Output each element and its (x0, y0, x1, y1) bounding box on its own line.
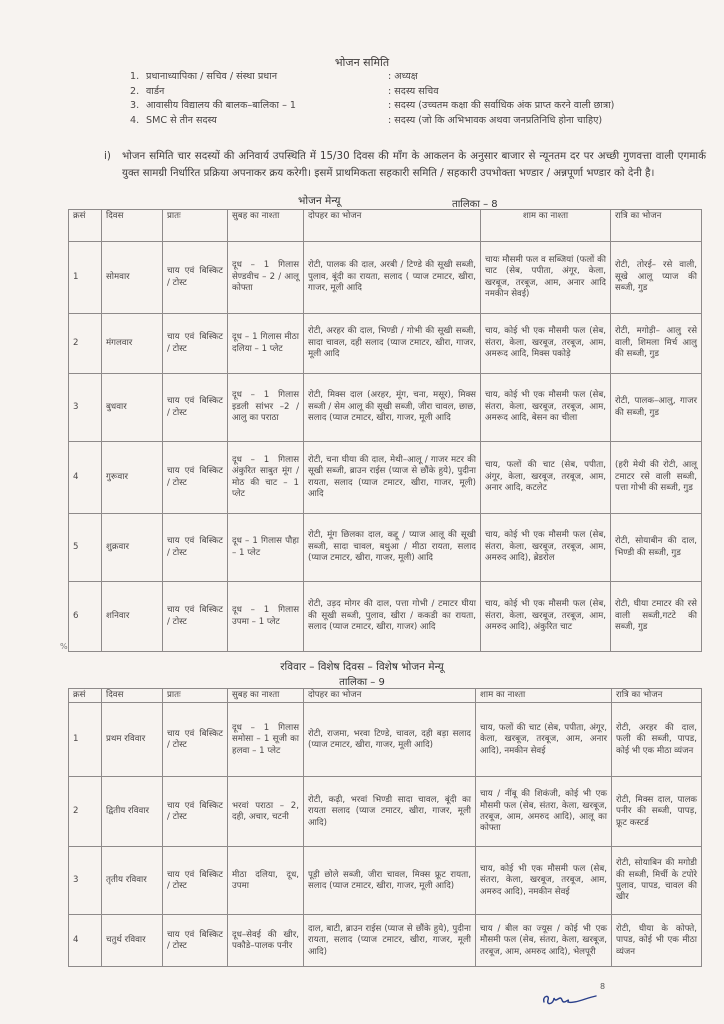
cell-lunch: रोटी, पालक की दाल, अरबी / टिण्डे की सूखी सब्जी, पुलाव, बूंदी का रायता, सलाद ( प्याज टमाटर, खीरा, गाजर, मूली आदि (304, 242, 481, 314)
member-role: : सदस्य (जो कि अभिभावक अथवा जनप्रतिनिधि होना चाहिए) (388, 114, 603, 126)
cell-dinner: रोटी, मिक्स दाल, पालक पनीर की सब्जी, पापड़, फ्रूट कस्टर्ड (612, 777, 702, 847)
cell-day: प्रथम रविवार (102, 703, 163, 777)
header-evening-snack: शाम का नाश्ता (476, 689, 612, 703)
cell-day: सोमवार (102, 242, 163, 314)
cell-day: गुरूवार (102, 442, 163, 514)
cell-dinner: रोटी, घीया के कोफ्ते, पापड, कोई भी एक मीठा व्यंजन (612, 915, 702, 967)
header-day: दिवस (102, 689, 163, 703)
cell-evening-snack: चाय, कोई भी एक मौसमी फल (सेब, संतरा, केला, खरबूज, तरबूज, आम, अमरुद आदि), नमकीन सेवई (476, 847, 612, 915)
cell-dinner: रोटी, पालक–आलु, गाजर की सब्जी, गुड (611, 374, 702, 442)
header-day: दिवस (102, 210, 163, 242)
header-breakfast: सुबह का नाश्ता (228, 210, 304, 242)
member-number: 2. (130, 85, 140, 97)
cell-lunch: दाल, बाटी, ब्राउन राईस (प्याज से छौंके हुये), पुदीना रायता, सलाद (प्याज टमाटर, खीरा, गाजर, मूली आदि) (304, 915, 476, 967)
cell-dinner: रोटी, सोयाबीन की दाल, भिण्डी की सब्जी, गुड (611, 514, 702, 582)
cell-early-morning: चाय एवं बिस्किट / टोस्ट (163, 703, 228, 777)
cell-early-morning: चाय एवं बिस्किट / टोस्ट (163, 915, 228, 967)
header-early-morning: प्रातः (163, 689, 228, 703)
table-row (69, 582, 702, 652)
procurement-paragraph (104, 148, 706, 182)
cell-sno: 2 (69, 314, 102, 374)
cell-dinner: रोटी, सोयाबिन की मगोडी की सब्जी, मिर्ची के टपोरे पुलाव, पापड, चावल की खीर (612, 847, 702, 915)
cell-sno: 4 (69, 442, 102, 514)
cell-evening-snack: चाय, फलों की चाट (सेब, पपीता, अंगूर, केला, खरबूज, तरबूज, आम, अनार आदि, कटलेट (481, 442, 611, 514)
table-row (69, 514, 702, 582)
cell-dinner: रोटी, अरहर की दाल, फली की सब्जी, पापड, कोई भी एक मीठा व्यंजन (612, 703, 702, 777)
header-sno: क्रसं (69, 689, 102, 703)
cell-lunch: रोटी, राजमा, भरवा टिण्डे, चावल, दही बड़ा सलाद (प्याज टमाटर, खीरा, गाजर, मूली आदि) (304, 703, 476, 777)
cell-early-morning: चाय एवं बिस्किट / टोस्ट (163, 777, 228, 847)
header-early-morning: प्रातः (163, 210, 228, 242)
cell-dinner: रोटी, मगोड़ी– आलु रसे वाली, शिमला मिर्च आलु की सब्जी, गुड (611, 314, 702, 374)
member-role: : सदस्य सचिव (388, 85, 439, 97)
cell-evening-snack: चाय, कोई भी एक मौसमी फल (सेब, संतरा, केला, खरबूज, तरबूज, आम, अमरूद आदि, मिक्स पकोड़े (481, 314, 611, 374)
paragraph-marker: i) (104, 150, 111, 162)
committee-member (130, 114, 710, 129)
committee-member (130, 99, 710, 114)
cell-dinner: रोटी, घीया टमाटर की रसे वाली सब्जी,गटटे की सब्जी, गुड (611, 582, 702, 652)
member-name: आवासीय विद्यालय की बालक–बालिका – 1 (146, 100, 297, 111)
cell-lunch: रोटी, अरहर की दाल, भिण्डी / गोभी की सूखी सब्जी, सादा चावल, दही सलाद (प्याज टमाटर, खीरा, गाजर, मूली आदि (304, 314, 481, 374)
cell-evening-snack: चाय, कोई भी एक मौसमी फल (सेब, संतरा, केला, खरबूज, तरबूज, आम, अमरूद आदि, बेसन का चीला (481, 374, 611, 442)
cell-lunch: रोटी, कढ़ी, भरवां भिण्डी सादा चावल, बूंदी का रायता सलाद (प्याज टमाटर, खीरा, गाजर, मूली आदि) (304, 777, 476, 847)
table8-label: तालिका – 8 (452, 199, 498, 210)
cell-day: द्वितीय रविवार (102, 777, 163, 847)
header-dinner: रात्रि का भोजन (611, 210, 702, 242)
committee-member-list (130, 70, 710, 128)
table8-title: भोजन मेन्यू (298, 195, 341, 207)
cell-day: चतुर्थ रविवार (102, 915, 163, 967)
member-role: : सदस्य (उच्चतम कक्षा की सर्वाधिक अंक प्राप्त करने वाली छात्रा) (388, 100, 615, 111)
table-row (69, 442, 702, 514)
margin-mark: % (60, 642, 68, 651)
cell-evening-snack: चाय / नींबू की शिकंजी, कोई भी एक मौसमी फल (सेब, संतरा, केला, खरबूज, तरबूज, आम, अमरुद आदि), आलू का कोफ्ता (476, 777, 612, 847)
cell-evening-snack: चाय / बील का ज्यूस / कोई भी एक मौसमी फल (सेब, संतरा, केला, खरबूज, तरबूज, आम, अमरुद आदि), भेलपूरी (476, 915, 612, 967)
table-row (69, 314, 702, 374)
cell-dinner: रोटी, तोरई– रसे वाली, सूखे आलू प्याज की सब्जी, गुड (611, 242, 702, 314)
cell-lunch: रोटी, मिक्स दाल (अरहर, मूंग, चना, मसूर), मिक्स सब्जी / सेम आलू की सूखी सब्जी, जीरा चावल, छाछ, सलाद (प्याज टमाटर, खीरा, गाजर, मूली आदि (304, 374, 481, 442)
header-evening-snack: शाम का नाश्ता (481, 210, 611, 242)
cell-day: शनिवार (102, 582, 163, 652)
sunday-menu-table (68, 688, 702, 967)
cell-lunch: रोटी, चना घीया की दाल, मेथी–आलू / गाजर मटर की सूखी सब्जी, ब्राउन राईस (प्याज से छौंके हुये), पुदीना रायता, सलाद (प्याज टमाटर, खीरा, गाजर, मूली) आदि (304, 442, 481, 514)
member-number: 3. (130, 100, 140, 111)
cell-sno: 1 (69, 242, 102, 314)
table-row (69, 703, 702, 777)
table9-label: तालिका – 9 (339, 677, 385, 688)
page-number: 8 (600, 982, 606, 991)
cell-lunch: पूड़ी छोले सब्जी, जीरा चावल, मिक्स फ्रूट रायता, सलाद (प्याज टमाटर, खीरा, गाजर, मूली आदि) (304, 847, 476, 915)
cell-breakfast: दूध – 1 गिलास मीठा दलिया – 1 प्लेट (228, 314, 304, 374)
cell-early-morning: चाय एवं बिस्किट / टोस्ट (163, 442, 228, 514)
cell-day: तृतीय रविवार (102, 847, 163, 915)
table-row (69, 374, 702, 442)
cell-early-morning: चाय एवं बिस्किट / टोस्ट (163, 242, 228, 314)
table-row (69, 777, 702, 847)
cell-lunch: रोटी, मूंग छिलका दाल, कद्दू / प्याज आलू की सूखी सब्जी, सादा चावल, बथुआ / मीठा रायता, सलाद (प्याज टमाटर, खीरा, गाजर, मूली) आदि (304, 514, 481, 582)
cell-sno: 2 (69, 777, 102, 847)
cell-evening-snack: चाय, कोई भी एक मौसमी फल (सेब, संतरा, केला, खरबूज, तरबूज, आम, अमरुद आदि), अंकुरित चाट (481, 582, 611, 652)
cell-dinner: (हरी मेथी की रोटी, आलू टमाटर रसे वाली सब्जी, पत्ता गोभी की सब्जी, गुड (611, 442, 702, 514)
table-row (69, 847, 702, 915)
cell-sno: 4 (69, 915, 102, 967)
cell-early-morning: चाय एवं बिस्किट / टोस्ट (163, 374, 228, 442)
header-breakfast: सुबह का नाश्ता (228, 689, 304, 703)
cell-evening-snack: चाय, कोई भी एक मौसमी फल (सेब, संतरा, केला, खरबूज, तरबूज, आम, अमरुद आदि), ब्रेडरोल (481, 514, 611, 582)
cell-early-morning: चाय एवं बिस्किट / टोस्ट (163, 847, 228, 915)
member-number: 1. (130, 71, 140, 82)
cell-day: शुक्रवार (102, 514, 163, 582)
cell-day: मंगलवार (102, 314, 163, 374)
weekly-menu-table (68, 209, 702, 652)
cell-breakfast: दूध – 1 गिलास अंकुरित साबुत मूंग / मोठ की चाट – 1 प्लेट (228, 442, 304, 514)
cell-breakfast: दूध – 1 गिलास उपमा – 1 प्लेट (228, 582, 304, 652)
cell-evening-snack: चायः मौसमी फल व सब्जियां (फलों की चाट (सेब, पपीता, अंगूर, केला, खरबूज, तरबूज, आम, अनार आदि नमकीन सेवई) (481, 242, 611, 314)
paragraph-text: भोजन समिति चार सदस्यों की अनिवार्य उपस्थिति में 15/30 दिवस की माँग के आकलन के अनुसार बाजार से न्यूनतम दर पर अच्छी गुणवत्ता वाली एगमार्क युक्त सामग्री निर्धारित प्रक्रिया अपनाकर क्रय करेगी। इसमें प्राथमिकता सहकारी समिति / सहकारी उपभोक्ता भण्डार / अन्नपूर्णा भण्डार को देनी है। (122, 150, 706, 179)
cell-breakfast: दूध–सेवई की खीर, पकौडे–पालक पनीर (228, 915, 304, 967)
member-name: वार्डन (146, 85, 165, 97)
cell-breakfast: दूध – 1 गिलास समोसा – 1 सूजी का हलवा – 1 प्लेट (228, 703, 304, 777)
header-sno: क्रसं (69, 210, 102, 242)
cell-breakfast: मीठा दलिया, दूध, उपमा (228, 847, 304, 915)
header-lunch: दोपहर का भोजन (304, 689, 476, 703)
member-name: प्रधानाध्यापिका / सचिव / संस्था प्रधान (146, 71, 278, 82)
table-header-row (69, 689, 702, 703)
member-number: 4. (130, 114, 140, 126)
committee-member (130, 85, 710, 100)
table-header-row (69, 210, 702, 242)
cell-breakfast: दूध – 1 गिलास पौहा – 1 प्लेट (228, 514, 304, 582)
cell-breakfast: दूध – 1 गिलास इडली सांभर –2 / आलु का पराठा (228, 374, 304, 442)
cell-breakfast: भरवां पराठा – 2, दही, अचार, चटनी (228, 777, 304, 847)
committee-member (130, 70, 710, 85)
member-name: SMC से तीन सदस्य (146, 114, 217, 126)
cell-sno: 6 (69, 582, 102, 652)
cell-sno: 3 (69, 847, 102, 915)
cell-day: बुधवार (102, 374, 163, 442)
header-lunch: दोपहर का भोजन (304, 210, 481, 242)
header-dinner: रात्रि का भोजन (612, 689, 702, 703)
table-row (69, 915, 702, 967)
cell-evening-snack: चाय, फलों की चाट (सेब, पपीता, अंगूर, केला, खरबूज, तरबूज, आम, अनार आदि), नमकीन सेवई (476, 703, 612, 777)
member-role: : अध्यक्ष (388, 71, 418, 82)
cell-sno: 5 (69, 514, 102, 582)
table9-title: रविवार – विशेष दिवस – विशेष भोजन मेन्यू (280, 661, 444, 673)
cell-early-morning: चाय एवं बिस्किट / टोस्ट (163, 314, 228, 374)
cell-early-morning: चाय एवं बिस्किट / टोस्ट (163, 514, 228, 582)
cell-lunch: रोटी, उड़द मोगर की दाल, पत्ता गोभी / टमाटर घीया की सूखी सब्जी, पुलाव, खीरा / ककडी का रायता, सलाद (प्याज टमाटर, खीरा, गाजर) आदि (304, 582, 481, 652)
signature-icon (540, 986, 600, 1010)
committee-title: भोजन समिति (334, 56, 390, 69)
cell-sno: 3 (69, 374, 102, 442)
cell-sno: 1 (69, 703, 102, 777)
cell-early-morning: चाय एवं बिस्किट / टोस्ट (163, 582, 228, 652)
table-row (69, 242, 702, 314)
cell-breakfast: दूध – 1 गिलास सेण्डवीच – 2 / आलू कोफ्ता (228, 242, 304, 314)
